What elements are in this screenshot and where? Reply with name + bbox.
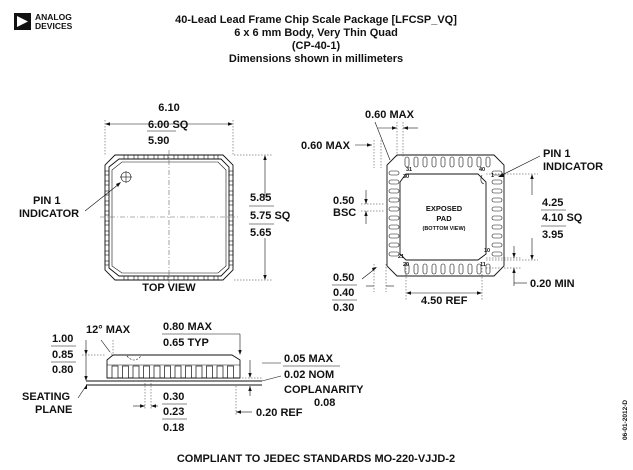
title-line-4: Dimensions shown in millimeters bbox=[228, 53, 404, 65]
top-view-notch bbox=[229, 211, 233, 215]
top-view-notch bbox=[144, 276, 148, 280]
top-view-notch bbox=[229, 241, 233, 245]
bottom-view-lead bbox=[389, 243, 399, 247]
top-view-notch bbox=[105, 221, 109, 225]
bottom-view-lead bbox=[492, 180, 502, 184]
bottom-view-pitch-line1: 0.50 bbox=[333, 195, 355, 207]
side-view-standoff-nom: 0.02 NOM bbox=[284, 369, 335, 381]
title-line-2: 6 x 6 mm Body, Very Thin Quad bbox=[234, 27, 398, 39]
bottom-view-lead bbox=[389, 216, 399, 220]
analog-devices-logo bbox=[14, 12, 73, 31]
bottom-view-lead bbox=[432, 264, 436, 274]
top-view-notch bbox=[194, 155, 198, 159]
bottom-view-lead bbox=[389, 180, 399, 184]
side-view-height-min: 0.80 bbox=[52, 364, 74, 376]
top-view-notch bbox=[204, 276, 208, 280]
side-view-lead bbox=[196, 366, 202, 378]
bottom-view-lead bbox=[492, 243, 502, 247]
side-view-angle: 12° MAX bbox=[86, 324, 131, 336]
top-view-notch bbox=[164, 276, 168, 280]
side-view-standoff-max: 0.05 MAX bbox=[284, 353, 333, 365]
top-view-notch bbox=[229, 191, 233, 195]
bottom-view-lead bbox=[389, 225, 399, 229]
bottom-view-lead bbox=[492, 189, 502, 193]
bottom-view-pin1-label-line2: INDICATOR bbox=[543, 161, 604, 173]
exposed-pad-label-line3: (BOTTOM VIEW) bbox=[422, 226, 466, 232]
top-view-notch bbox=[105, 181, 109, 185]
exposed-pad-size-max: 4.25 bbox=[542, 197, 564, 209]
side-view-lead-width-max: 0.30 bbox=[163, 391, 185, 403]
top-view-notch bbox=[124, 276, 128, 280]
document-code: 06-01-2012-D bbox=[622, 399, 629, 440]
side-view-lead bbox=[123, 366, 129, 378]
top-view-notch bbox=[229, 251, 233, 255]
top-view-notch bbox=[134, 276, 138, 280]
top-view-notch bbox=[105, 261, 109, 265]
top-view-height-nom: 5.75 SQ bbox=[250, 210, 291, 222]
bottom-view-lead bbox=[389, 234, 399, 238]
side-view-body-height-typ: 0.65 TYP bbox=[163, 337, 209, 349]
bottom-view-lead bbox=[450, 264, 454, 274]
side-view-lead bbox=[144, 366, 150, 378]
top-view-notch bbox=[105, 231, 109, 235]
bottom-view-lead bbox=[492, 225, 502, 229]
bottom-view-lead bbox=[492, 234, 502, 238]
logo-text-line2: DEVICES bbox=[35, 21, 73, 31]
bottom-view-lead bbox=[492, 198, 502, 202]
top-view-notch bbox=[184, 276, 188, 280]
pin-number-31: 31 bbox=[406, 167, 413, 173]
top-view-notch bbox=[174, 276, 178, 280]
top-view-notch bbox=[229, 201, 233, 205]
bottom-view-lead-length-left: 0.60 MAX bbox=[301, 140, 350, 152]
bottom-view-lead-length-min: 0.30 bbox=[333, 302, 355, 314]
jedec-compliance-note: COMPLIANT TO JEDEC STANDARDS MO-220-VJJD-2 bbox=[176, 453, 456, 465]
bottom-view-lead-length-nom: 0.40 bbox=[333, 287, 355, 299]
pin-number-10: 10 bbox=[484, 248, 491, 254]
bottom-view-min-gap: 0.20 MIN bbox=[530, 278, 575, 290]
bottom-view-lead bbox=[492, 252, 502, 256]
top-view bbox=[19, 102, 291, 294]
top-view-notch bbox=[105, 211, 109, 215]
side-view-lead bbox=[112, 366, 118, 378]
pin-number-20: 20 bbox=[403, 262, 410, 268]
top-view-label: TOP VIEW bbox=[142, 282, 196, 294]
bottom-view-pin1-label-line1: PIN 1 bbox=[543, 148, 571, 160]
top-view-notch bbox=[204, 155, 208, 159]
side-view-lead-width-nom: 0.23 bbox=[163, 406, 185, 418]
pin-number-30: 30 bbox=[403, 174, 410, 180]
bottom-view-pitch-line2: BSC bbox=[333, 207, 357, 219]
bottom-view-lead bbox=[414, 264, 418, 274]
bottom-view-lead bbox=[389, 171, 399, 175]
pin-number-11: 11 bbox=[480, 262, 486, 268]
side-view bbox=[22, 321, 364, 434]
top-view-pin1-label-line1: PIN 1 bbox=[33, 195, 61, 207]
top-view-notch bbox=[214, 155, 218, 159]
bottom-view-lead bbox=[492, 216, 502, 220]
top-view-width-min: 5.90 bbox=[148, 135, 170, 147]
top-view-notch bbox=[229, 181, 233, 185]
side-view-height-nom: 0.85 bbox=[52, 349, 74, 361]
exposed-pad-size-nom: 4.10 SQ bbox=[542, 212, 583, 224]
bottom-view-lead bbox=[423, 264, 427, 274]
pin-number-40: 40 bbox=[479, 167, 486, 173]
coplanarity-value: 0.08 bbox=[314, 397, 336, 409]
bottom-view-lead bbox=[432, 157, 436, 167]
bottom-view-lead bbox=[459, 157, 463, 167]
bottom-view-lead bbox=[450, 157, 454, 167]
bottom-view-lead bbox=[389, 189, 399, 193]
title-line-1: 40-Lead Lead Frame Chip Scale Package [LFCSP_VQ] bbox=[175, 14, 457, 26]
side-view-lead bbox=[217, 366, 223, 378]
title-line-3: (CP-40-1) bbox=[291, 40, 341, 52]
drawing-title bbox=[175, 14, 457, 65]
side-view-lead bbox=[154, 366, 160, 378]
bottom-view-lead bbox=[441, 157, 445, 167]
coplanarity-label: COPLANARITY bbox=[284, 384, 364, 396]
side-view-lead bbox=[186, 366, 192, 378]
side-view-lead bbox=[175, 366, 181, 378]
bottom-view-lead-length-max: 0.50 bbox=[333, 272, 355, 284]
pin-number-1: 1 bbox=[491, 173, 495, 179]
bottom-view-lead bbox=[405, 157, 409, 167]
top-view-notch bbox=[229, 261, 233, 265]
exposed-pad-label-line1: EXPOSED bbox=[425, 204, 463, 213]
bottom-view-lead bbox=[441, 264, 445, 274]
top-view-notch bbox=[105, 171, 109, 175]
bottom-view-lead bbox=[468, 264, 472, 274]
bottom-view-reference-length: 4.50 REF bbox=[421, 295, 468, 307]
top-view-width-nom: 6.00 SQ bbox=[148, 119, 189, 131]
top-view-notch bbox=[154, 155, 158, 159]
top-view-notch bbox=[194, 276, 198, 280]
side-view-lead bbox=[165, 366, 171, 378]
seating-plane-label-line2: PLANE bbox=[35, 404, 73, 416]
top-view-height-max: 5.85 bbox=[250, 192, 272, 204]
top-view-notch bbox=[134, 155, 138, 159]
logo-text-line1: ANALOG bbox=[35, 12, 72, 22]
top-view-notch bbox=[229, 171, 233, 175]
top-view-notch bbox=[144, 155, 148, 159]
bottom-view-lead bbox=[486, 157, 490, 167]
seating-plane-label-line1: SEATING bbox=[22, 391, 71, 403]
top-view-notch bbox=[214, 276, 218, 280]
top-view-notch bbox=[174, 155, 178, 159]
side-view-lead bbox=[228, 366, 234, 378]
top-view-notch bbox=[105, 251, 109, 255]
top-view-notch bbox=[124, 155, 128, 159]
exposed-pad-size-min: 3.95 bbox=[542, 229, 564, 241]
top-view-notch bbox=[154, 276, 158, 280]
bottom-view-lead bbox=[423, 157, 427, 167]
side-view-lead bbox=[207, 366, 213, 378]
bottom-view-lead bbox=[477, 157, 481, 167]
top-view-notch bbox=[229, 231, 233, 235]
bottom-view-lead bbox=[414, 157, 418, 167]
top-view-pin1-label-line2: INDICATOR bbox=[19, 208, 80, 220]
top-view-notch bbox=[105, 241, 109, 245]
bottom-view-lead bbox=[389, 207, 399, 211]
side-view-body-height-max: 0.80 MAX bbox=[163, 321, 212, 333]
bottom-view bbox=[301, 109, 603, 314]
top-view-height-min: 5.65 bbox=[250, 227, 272, 239]
side-view-reference: 0.20 REF bbox=[256, 407, 303, 419]
top-view-notch bbox=[164, 155, 168, 159]
bottom-view-lead bbox=[468, 157, 472, 167]
side-view-leads bbox=[112, 366, 234, 378]
bottom-view-lead-length-top: 0.60 MAX bbox=[365, 109, 414, 121]
side-view-height-max: 1.00 bbox=[52, 333, 74, 345]
side-view-lead bbox=[133, 366, 139, 378]
top-view-notch bbox=[184, 155, 188, 159]
top-view-notch bbox=[229, 221, 233, 225]
top-view-width-max: 6.10 bbox=[158, 102, 180, 114]
side-view-lead-width-min: 0.18 bbox=[163, 422, 185, 434]
bottom-view-lead bbox=[486, 264, 490, 274]
exposed-pad-label-line2: PAD bbox=[436, 214, 452, 223]
pin-number-21: 21 bbox=[398, 254, 405, 260]
bottom-view-lead bbox=[389, 198, 399, 202]
top-view-notch bbox=[105, 201, 109, 205]
bottom-view-lead bbox=[459, 264, 463, 274]
bottom-view-lead bbox=[492, 207, 502, 211]
